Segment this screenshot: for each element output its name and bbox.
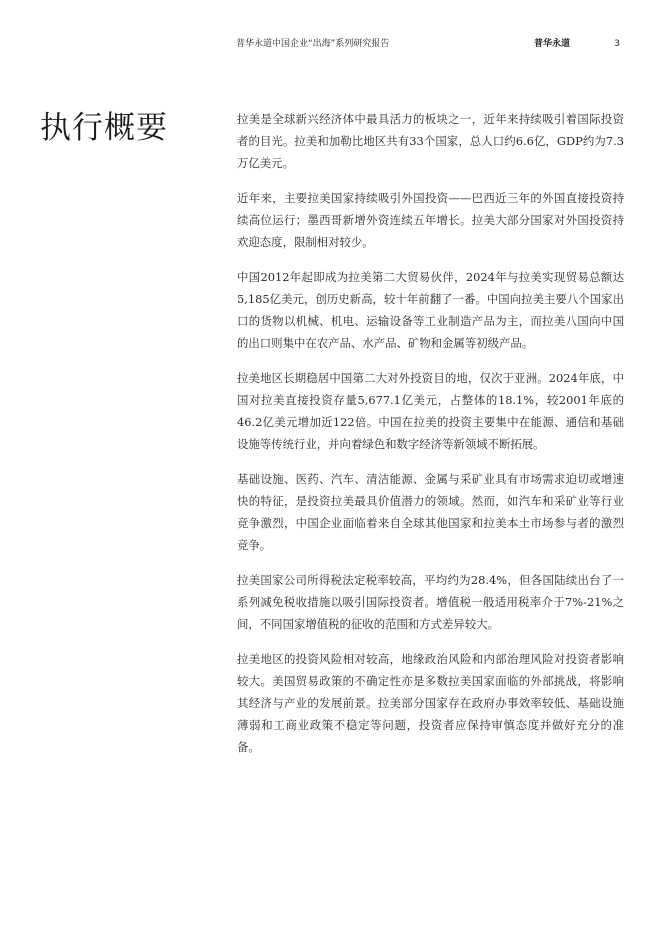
executive-summary-body	[237, 108, 624, 771]
paragraph-market-overview: 拉美是全球新兴经济体中最具活力的板块之一，近年来持续吸引着国际投资者的目光。拉美和加勒比地区共有33个国家，总人口约6.6亿，GDP约为7.3万亿美元。	[237, 112, 624, 170]
paragraph-trade: 中国2012年起即成为拉美第二大贸易伙伴，2024年与拉美实现贸易总额达5,185亿美元，创历史新高，较十年前翻了一番。中国向拉美主要八个国家出口的货物以机械、机电、运输设备等工业制造产品为主，而拉美八国向中国的出口则集中在农产品、水产品、矿物和金属等初级产品。	[237, 270, 624, 350]
paragraph-direct-investment: 拉美地区长期稳居中国第二大对外投资目的地，仅次于亚洲。2024年底，中国对拉美直接投资存量5,677.1亿美元，占整体的18.1%，较2001年底的46.2亿美元增加近122倍。中国在拉美的投资主要集中在能源、通信和基础设施等传统行业，并向着绿色和数字经济等新领域不断拓展。	[237, 371, 624, 451]
section-title: 执行概要	[40, 110, 168, 146]
page-number: 3	[614, 39, 620, 49]
paragraph-tax: 拉美国家公司所得税法定税率较高，平均约为28.4%，但各国陆续出台了一系列减免税收措施以吸引国际投资者。增值税一般适用税率介于7%-21%之间，不同国家增值税的征收的范围和方式差异较大。	[237, 573, 624, 631]
paragraph-sectors: 基础设施、医药、汽车、清洁能源、金属与采矿业具有市场需求迫切或增速快的特征，是投资拉美最具价值潜力的领域。然而，如汽车和采矿业等行业竞争激烈，中国企业面临着来自全球其他国家和拉美本土市场参与者的激烈竞争。	[237, 472, 624, 552]
brand-name: 普华永道	[534, 39, 571, 49]
page-header	[236, 37, 622, 51]
paragraph-risk: 拉美地区的投资风险相对较高，地缘政治风险和内部治理风险对投资者影响较大。美国贸易政策的不确定性亦是多数拉美国家面临的外部挑战，将影响其经济与产业的发展前景。拉美部分国家存在政府办事效率较低、基础设施薄弱和工商业政策不稳定等问题，投资者应保持审慎态度并做好充分的准备。	[237, 652, 624, 754]
report-title: 普华永道中国企业“出海”系列研究报告	[236, 39, 390, 49]
paragraph-foreign-investment: 近年来，主要拉美国家持续吸引外国投资——巴西近三年的外国直接投资持续高位运行；墨西哥新增外资连续五年增长。拉美大部分国家对外国投资持欢迎态度，限制相对较少。	[237, 191, 624, 249]
